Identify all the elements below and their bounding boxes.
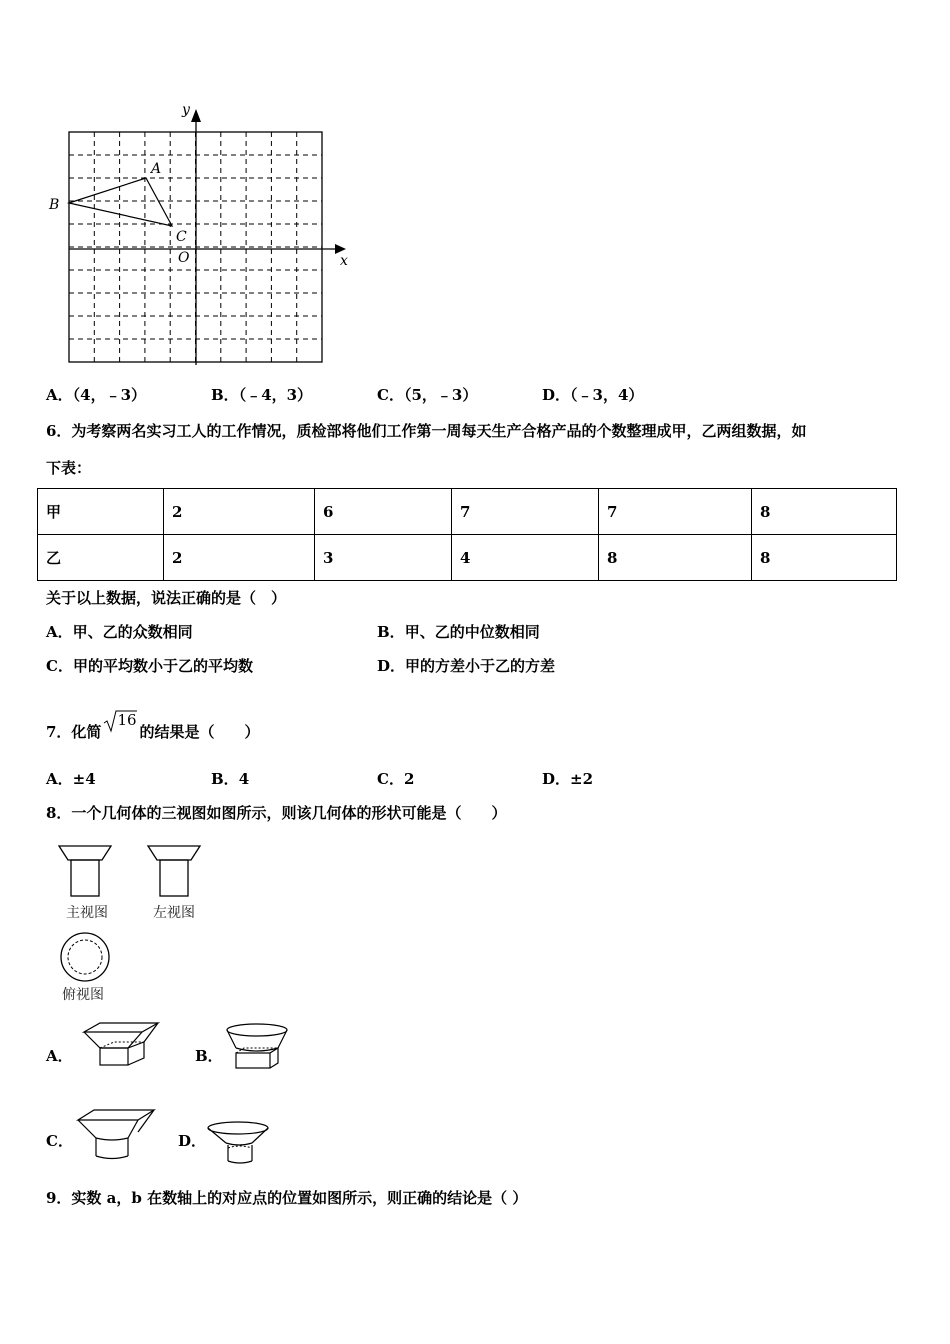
table-cell: 3 <box>315 535 452 581</box>
option-b-figure <box>222 1020 292 1072</box>
coordinate-graph <box>40 95 360 370</box>
table-cell: 7 <box>452 489 599 535</box>
table-cell: 2 <box>164 535 315 581</box>
left-view-figure <box>144 842 204 900</box>
q7-option-b[interactable]: B．4 <box>211 770 250 788</box>
point-a-label: A <box>151 161 162 177</box>
table-cell: 8 <box>599 535 752 581</box>
q9-stem: 9．实数 a，b 在数轴上的对应点的位置如图所示，则正确的结论是（ ） <box>46 1189 528 1207</box>
option-c-figure <box>72 1104 158 1164</box>
table-cell: 乙 <box>38 535 164 581</box>
sqrt-radicand: 16 <box>117 711 137 729</box>
triangle-abc <box>69 178 172 226</box>
q6-option-d[interactable]: D．甲的方差小于乙的方差 <box>377 657 556 675</box>
q6-option-a[interactable]: A．甲、乙的众数相同 <box>46 623 193 641</box>
y-axis-arrow <box>191 109 201 122</box>
q8-option-d[interactable]: D． <box>178 1132 207 1150</box>
table-row <box>38 489 897 535</box>
point-b-label: B <box>49 197 60 213</box>
table-cell: 6 <box>315 489 452 535</box>
q6-stem-line2: 下表： <box>46 459 92 477</box>
q7-option-d[interactable]: D．±2 <box>542 770 594 788</box>
q6-option-b[interactable]: B．甲、乙的中位数相同 <box>377 623 540 641</box>
front-view-figure <box>55 842 115 900</box>
q8-option-b[interactable]: B． <box>195 1047 223 1065</box>
q5-option-d[interactable]: D．（﹣3，4） <box>542 386 644 404</box>
q5-option-c[interactable]: C．（5，﹣3） <box>377 386 478 404</box>
table-cell: 7 <box>599 489 752 535</box>
q6-data-table <box>37 488 897 581</box>
q7-option-a[interactable]: A．±4 <box>46 770 96 788</box>
sqrt-expression <box>103 711 137 741</box>
table-cell: 4 <box>452 535 599 581</box>
left-view-label: 左视图 <box>153 905 195 921</box>
q7-stem: 7．化简 16 的结果是（ ） <box>46 711 260 741</box>
origin-label: O <box>178 250 190 266</box>
q6-option-c[interactable]: C．甲的平均数小于乙的平均数 <box>46 657 253 675</box>
table-row <box>38 535 897 581</box>
q8-option-c[interactable]: C． <box>46 1132 73 1150</box>
option-a-figure <box>76 1018 162 1070</box>
q6-stem-line1: 6．为考察两名实习工人的工作情况，质检部将他们工作第一周每天生产合格产品的个数整理成甲，乙两组数据，如 <box>46 422 807 440</box>
top-view-figure <box>58 930 112 984</box>
x-axis-label: x <box>340 253 348 269</box>
top-view-label: 俯视图 <box>62 987 104 1003</box>
point-c-label: C <box>176 229 187 245</box>
front-view-label: 主视图 <box>66 905 108 921</box>
table-cell: 甲 <box>38 489 164 535</box>
table-cell: 8 <box>752 489 897 535</box>
y-axis-label: y <box>182 102 190 118</box>
option-d-figure <box>204 1118 274 1168</box>
table-cell: 8 <box>752 535 897 581</box>
q5-option-b[interactable]: B．（﹣4，3） <box>211 386 313 404</box>
q7-option-c[interactable]: C．2 <box>377 770 415 788</box>
q8-option-a[interactable]: A． <box>46 1047 73 1065</box>
q6-question: 关于以上数据，说法正确的是（ ） <box>46 589 287 607</box>
table-cell: 2 <box>164 489 315 535</box>
q5-option-a[interactable]: A．（4，﹣3） <box>46 386 147 404</box>
q8-stem: 8．一个几何体的三视图如图所示，则该几何体的形状可能是（ ） <box>46 804 507 822</box>
